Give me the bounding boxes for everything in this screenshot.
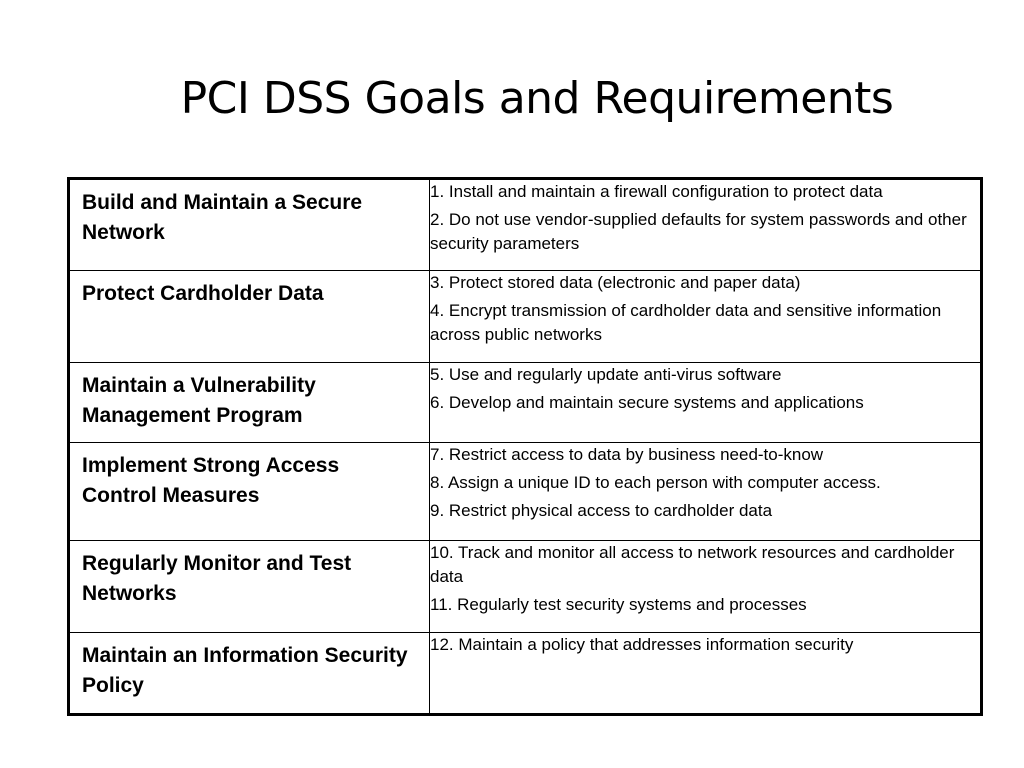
goal-label: Maintain a Vulnerability Management Program [82,374,316,427]
goal-label: Regularly Monitor and Test Networks [82,552,352,605]
requirements-cell [430,541,982,633]
requirement-item: 6. Develop and maintain secure systems and applications [430,393,864,412]
requirements-cell [430,633,982,715]
requirement-item: 4. Encrypt transmission of cardholder data and sensitive information across public networks [430,301,942,344]
table-row [69,271,982,363]
requirement-item: 10. Track and monitor all access to network resources and cardholder data [430,543,955,586]
goal-label: Implement Strong Access Control Measures [82,454,340,507]
requirement-item: 12. Maintain a policy that addresses information security [430,635,854,654]
requirement-item: 9. Restrict physical access to cardholder data [430,501,773,520]
requirements-cell [430,443,982,541]
goal-cell [69,633,430,715]
table-row [69,363,982,443]
table-row [69,541,982,633]
goal-cell [69,179,430,271]
requirement-item: 5. Use and regularly update anti-virus software [430,365,782,384]
goal-label: Build and Maintain a Secure Network [82,191,363,244]
requirements-cell [430,271,982,363]
goal-label: Protect Cardholder Data [82,282,324,305]
page-title: PCI DSS Goals and Requirements [180,73,894,124]
table-row [69,179,982,271]
goal-cell [69,271,430,363]
requirement-item: 2. Do not use vendor-supplied defaults for system passwords and other security parameters [430,210,967,253]
requirements-table [67,177,983,716]
requirement-item: 7. Restrict access to data by business need-to-know [430,445,824,464]
goal-label: Maintain an Information Security Policy [82,644,408,697]
goal-cell [69,541,430,633]
requirement-item: 11. Regularly test security systems and processes [430,595,807,614]
table-row [69,633,982,715]
table-row [69,443,982,541]
requirement-item: 1. Install and maintain a firewall configuration to protect data [430,182,883,201]
goal-cell [69,363,430,443]
requirements-cell [430,179,982,271]
requirements-cell [430,363,982,443]
requirement-item: 8. Assign a unique ID to each person with computer access. [430,473,881,492]
requirement-item: 3. Protect stored data (electronic and paper data) [430,273,801,292]
goal-cell [69,443,430,541]
